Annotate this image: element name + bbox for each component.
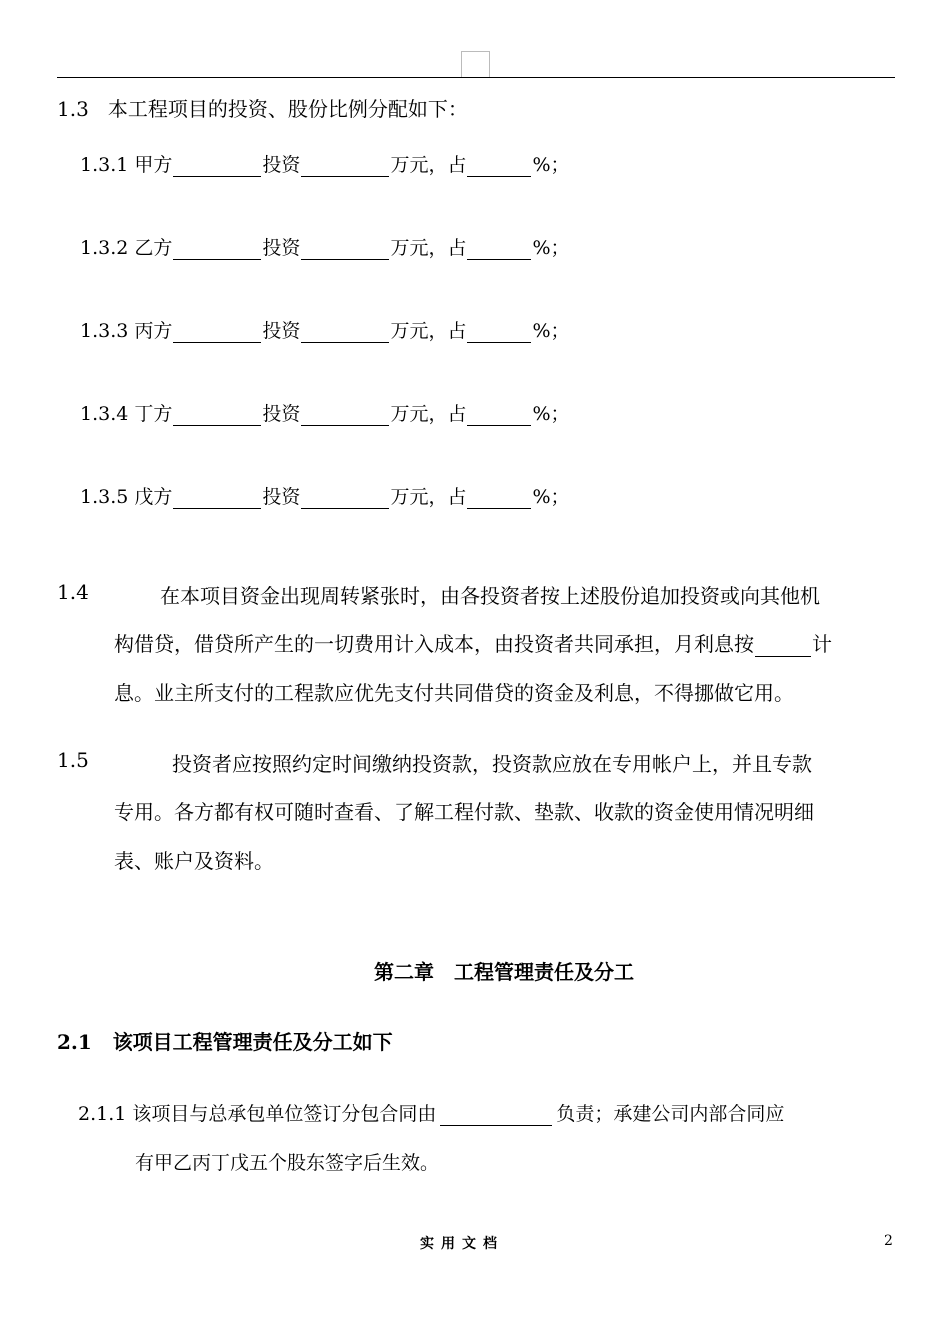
party-blank[interactable]: [173, 403, 261, 426]
row-number: 1.3.1: [80, 154, 129, 176]
section-1-4-line-3: 息。业主所支付的工程款应优先支付共同借贷的资金及利息，不得挪做它用。: [114, 681, 794, 705]
percent-label: %；: [532, 486, 570, 508]
party-blank[interactable]: [173, 154, 261, 177]
responsible-party-blank[interactable]: [440, 1103, 552, 1126]
section-number: 1.3: [57, 97, 89, 121]
percent-blank[interactable]: [467, 320, 531, 343]
party-name: 乙方: [134, 237, 173, 259]
row-number: 1.3.3: [80, 320, 129, 342]
footer-label: 实用文档: [420, 1236, 504, 1252]
percent-blank[interactable]: [467, 154, 531, 177]
section-2-1-1-line-2: 有甲乙丙丁戊五个股东签字后生效。: [135, 1152, 440, 1174]
unit-label: 万元，占: [390, 320, 467, 342]
party-blank[interactable]: [173, 486, 261, 509]
section-text: 本工程项目的投资、股份比例分配如下：: [107, 97, 468, 121]
section-1-4-number: 1.4: [57, 580, 89, 604]
investment-row: [80, 482, 570, 509]
row-number: 1.3.2: [80, 237, 129, 259]
invest-label: 投资: [262, 403, 301, 425]
unit-label: 万元，占: [390, 237, 467, 259]
investment-row: [80, 233, 570, 260]
section-number: 2.1: [57, 1030, 92, 1054]
chapter-title: 第二章 工程管理责任及分工: [374, 960, 634, 984]
interest-blank[interactable]: [755, 634, 811, 657]
unit-label: 万元，占: [390, 486, 467, 508]
subsection-text: 该项目与总承包单位签订分包合同由: [132, 1103, 437, 1125]
section-1-5-line-3: 表、账户及资料。: [114, 849, 274, 873]
section-text: 该项目工程管理责任及分工如下: [112, 1030, 393, 1054]
invest-label: 投资: [262, 237, 301, 259]
row-number: 1.3.4: [80, 403, 129, 425]
percent-blank[interactable]: [467, 237, 531, 260]
section-1-5-line-2: 专用。各方都有权可随时查看、了解工程付款、垫款、收款的资金使用情况明细: [114, 800, 814, 824]
amount-blank[interactable]: [301, 486, 389, 509]
amount-blank[interactable]: [301, 237, 389, 260]
row-number: 1.3.5: [80, 486, 129, 508]
section-2-1-heading: [57, 1026, 393, 1055]
invest-label: 投资: [262, 320, 301, 342]
percent-blank[interactable]: [467, 403, 531, 426]
percent-label: %；: [532, 403, 570, 425]
percent-label: %；: [532, 154, 570, 176]
amount-blank[interactable]: [301, 403, 389, 426]
percent-label: %；: [532, 320, 570, 342]
party-blank[interactable]: [173, 320, 261, 343]
party-name: 丙方: [134, 320, 173, 342]
section-1-4-line-2: [114, 628, 832, 657]
investment-row: [80, 150, 570, 177]
section-1-4-line-2-tail: 计: [812, 632, 832, 656]
investment-row: [80, 399, 570, 426]
percent-blank[interactable]: [467, 486, 531, 509]
section-1-4-line-2-text: 构借贷，借贷所产生的一切费用计入成本，由投资者共同承担，月利息按: [114, 632, 754, 656]
header-page-box: [461, 51, 490, 78]
invest-label: 投资: [262, 486, 301, 508]
section-1-5-line-1: 投资者应按照约定时间缴纳投资款，投资款应放在专用帐户上，并且专款: [172, 752, 812, 776]
section-2-1-1-line-1: [78, 1099, 784, 1126]
section-1-4-line-1: 在本项目资金出现周转紧张时，由各投资者按上述股份追加投资或向其他机: [160, 584, 820, 608]
party-blank[interactable]: [173, 237, 261, 260]
subsection-number: 2.1.1: [78, 1103, 127, 1125]
section-1-3-heading: [57, 93, 468, 122]
unit-label: 万元，占: [390, 403, 467, 425]
amount-blank[interactable]: [301, 320, 389, 343]
amount-blank[interactable]: [301, 154, 389, 177]
party-name: 甲方: [134, 154, 173, 176]
party-name: 丁方: [134, 403, 173, 425]
subsection-text-tail: 负责；承建公司内部合同应: [556, 1103, 785, 1125]
section-1-5-number: 1.5: [57, 748, 89, 772]
unit-label: 万元，占: [390, 154, 467, 176]
percent-label: %；: [532, 237, 570, 259]
party-name: 戊方: [134, 486, 173, 508]
invest-label: 投资: [262, 154, 301, 176]
header-rule: [57, 77, 895, 78]
page-number: 2: [884, 1233, 893, 1249]
investment-row: [80, 316, 570, 343]
